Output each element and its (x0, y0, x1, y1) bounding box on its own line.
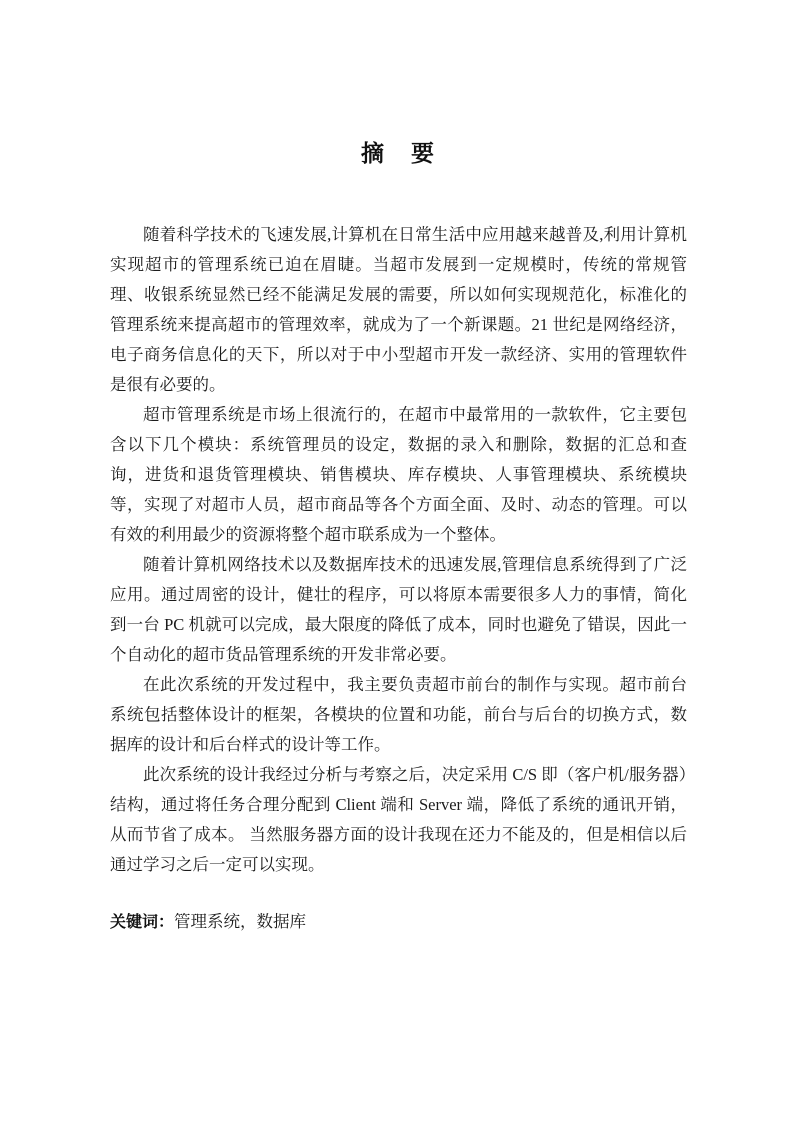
abstract-paragraph-3: 随着计算机网络技术以及数据库技术的迅速发展,管理信息系统得到了广泛应用。通过周密的设计，健壮的程序，可以将原本需要很多人力的事情，简化到一台 PC 机就可以完成，最大限度的降低了成本，同时也避免了错误，因此一个自动化的超市货品管理系统的开发非常必要。 (110, 555, 687, 664)
page-title: 摘 要 (361, 141, 436, 166)
keywords-line (110, 907, 687, 938)
abstract-paragraph-5: 此次系统的设计我经过分析与考察之后，决定采用 C/S 即（客户机/服务器）结构，通过将任务合理分配到 Client 端和 Server 端，降低了系统的通讯开销，从而节省了成本。 当然服务器方面的设计我现在还力不能及的，但是相信以后通过学习之后一定可以实现。 (110, 765, 687, 874)
keywords-text: 管理系统，数据库 (174, 912, 307, 931)
abstract-paragraph-2: 超市管理系统是市场上很流行的，在超市中最常用的一款软件，它主要包含以下几个模块：系统管理员的设定，数据的录入和删除，数据的汇总和查询，进货和退货管理模块、销售模块、库存模块、人事管理模块、系统模块等，实现了对超市人员，超市商品等各个方面全面、及时、动态的管理。可以有效的利用最少的资源将整个超市联系成为一个整体。 (110, 405, 687, 544)
keywords-label: 关键词： (110, 914, 175, 931)
abstract-paragraph-1: 随着科学技术的飞速发展,计算机在日常生活中应用越来越普及,利用计算机实现超市的管理系统已迫在眉睫。当超市发展到一定规模时，传统的常规管理、收银系统显然已经不能满足发展的需要，所以如何实现规范化，标准化的管理系统来提高超市的管理效率，就成为了一个新课题。21 世纪是网络经济，电子商务信息化的天下，所以对于中小型超市开发一款经济、实用的管理软件是很有必要的。 (110, 225, 687, 394)
abstract-paragraph-4: 在此次系统的开发过程中，我主要负责超市前台的制作与实现。超市前台系统包括整体设计的框架，各模块的位置和功能，前台与后台的切换方式，数据库的设计和后台样式的设计等工作。 (110, 675, 687, 754)
